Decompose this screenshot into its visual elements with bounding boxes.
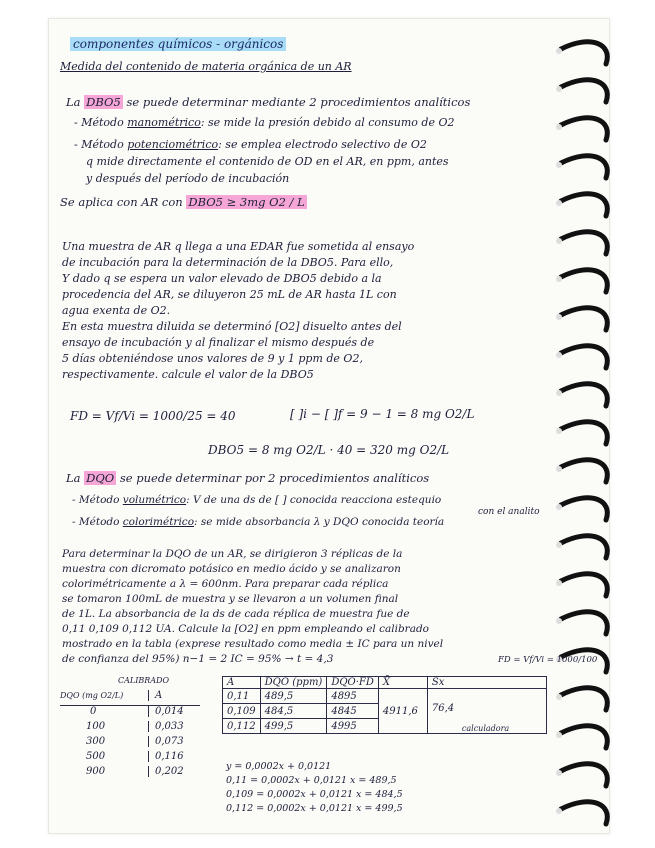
std-dev-value: 76,4: [431, 703, 455, 714]
fd-note: FD = Vf/Vi = 1000/100: [498, 655, 598, 665]
dqo-method-1-note: con el analito: [478, 507, 540, 517]
subtitle: Medida del contenido de materia orgánica de un AR: [60, 60, 352, 73]
calib-a: 0,033: [148, 721, 184, 732]
problem-2-line: se tomaron 100mL de muestra y se llevaron a un volumen final: [62, 593, 399, 605]
problem-1-line: En esta muestra diluida se determinó [O2] disuelto antes del: [62, 320, 402, 333]
calib-dqo: 300: [86, 736, 106, 747]
problem-2-line: colorimétricamente a λ = 600nm. Para preparar cada réplica: [62, 578, 389, 590]
problem-1-line: de incubación para la determinación de la DBO5. Para ello,: [62, 256, 394, 269]
results-cell: 484,5: [260, 704, 327, 719]
dbo-method-2: - Método potenciométrico: se emplea electrodo selectivo de O2: [74, 138, 427, 151]
calibration-table: [60, 690, 200, 781]
dbo-method-1: - Método manométrico: se mide la presión debido al consumo de O2: [74, 116, 455, 129]
dbo-method-2-line-3: y después del período de incubación: [86, 172, 290, 185]
problem-2-line: de 1L. La absorbancia de la ds de cada réplica de muestra fue de: [62, 608, 410, 620]
calib-a: 0,202: [148, 766, 184, 777]
dqo-method-1: - Método volumétrico: V de una ds de [ ] conocida reacciona estequio: [72, 494, 442, 506]
calib-dqo: 900: [86, 766, 106, 777]
calib-dqo: 0: [90, 706, 97, 717]
calculator-note: calculadora: [461, 724, 510, 733]
results-cell: 499,5: [260, 719, 327, 734]
results-header: Sx: [427, 677, 546, 689]
results-cell: 489,5: [260, 689, 327, 704]
results-header: DQO (ppm): [260, 677, 327, 689]
dbo-applies: Se aplica con AR con DBO5 ≥ 3mg O2 / L: [60, 195, 305, 209]
solve-row: 0,112 = 0,0002x + 0,0121 x = 499,5: [226, 803, 403, 814]
section-title: componentes químicos - orgánicos: [70, 38, 286, 51]
dbo-method-2-line-2: q mide directamente el contenido de OD en el AR, en ppm, antes: [86, 155, 449, 168]
dbo-intro: La DBO5 se puede determinar mediante 2 procedimientos analíticos: [66, 95, 471, 109]
calib-header-a: A: [148, 690, 162, 701]
spiral-binding: [551, 19, 611, 833]
results-header: A: [223, 677, 261, 689]
calib-dqo: 500: [86, 751, 106, 762]
calib-header-dqo: DQO (mg O2/L): [60, 691, 124, 700]
problem-2-line: muestra con dicromato potásico en medio ácido y se analizaron: [62, 563, 401, 575]
problem-1-line: respectivamente. calcule el valor de la DBO5: [62, 368, 314, 381]
results-cell: 4995: [327, 719, 379, 734]
results-cell: 4845: [327, 704, 379, 719]
problem-1-line: agua exenta de O2.: [62, 304, 171, 317]
calib-a: 0,116: [148, 751, 184, 762]
solve-row: 0,109 = 0,0002x + 0,0121 x = 484,5: [226, 789, 403, 800]
results-cell: 4895: [327, 689, 379, 704]
problem-2-line: de confianza del 95%) n−1 = 2 IC = 95% → t = 4,3: [62, 653, 334, 665]
results-cell: 0,11: [223, 689, 261, 704]
dilution-factor-calc: FD = Vf/Vi = 1000/25 = 40: [70, 409, 236, 423]
results-header: X̄: [378, 677, 427, 689]
regression-equation: y = 0,0002x + 0,0121: [226, 761, 332, 772]
calib-a: 0,073: [148, 736, 184, 747]
results-table: [222, 676, 547, 734]
calib-dqo: 100: [86, 721, 106, 732]
calib-a: 0,014: [148, 706, 184, 717]
dqo-method-2: - Método colorimétrico: se mide absorbancia λ y DQO conocida teoría: [72, 516, 445, 528]
mean-value: 4911,6: [378, 689, 427, 734]
oxygen-difference-calc: [ ]i − [ ]f = 9 − 1 = 8 mg O2/L: [290, 407, 475, 421]
dbo5-result: DBO5 = 8 mg O2/L · 40 = 320 mg O2/L: [208, 443, 450, 457]
calibration-title: CALIBRADO: [118, 676, 170, 685]
problem-2-line: Para determinar la DQO de un AR, se dirigieron 3 réplicas de la: [62, 548, 403, 560]
problem-1-line: 5 días obteniéndose unos valores de 9 y 1 ppm de O2,: [62, 352, 363, 365]
problem-1-line: ensayo de incubación y al finalizar el mismo después de: [62, 336, 375, 349]
results-header: DQO·FD: [327, 677, 379, 689]
problem-1-line: procedencia del AR, se diluyeron 25 mL de AR hasta 1L con: [62, 288, 397, 301]
std-dev-cell: [427, 689, 546, 734]
results-cell: 0,112: [223, 719, 261, 734]
solve-row: 0,11 = 0,0002x + 0,0121 x = 489,5: [226, 775, 397, 786]
problem-2-line: 0,11 0,109 0,112 UA. Calcule la [O2] en ppm empleando el calibrado: [62, 623, 430, 635]
dqo-intro: La DQO se puede determinar por 2 procedimientos analíticos: [66, 471, 430, 485]
results-cell: 0,109: [223, 704, 261, 719]
problem-2-line: mostrado en la tabla (exprese resultado como media ± IC para un nivel: [62, 638, 444, 650]
problem-1-line: Y dado q se espera un valor elevado de DBO5 debido a la: [62, 272, 382, 285]
problem-1-line: Una muestra de AR q llega a una EDAR fue sometida al ensayo: [62, 240, 415, 253]
